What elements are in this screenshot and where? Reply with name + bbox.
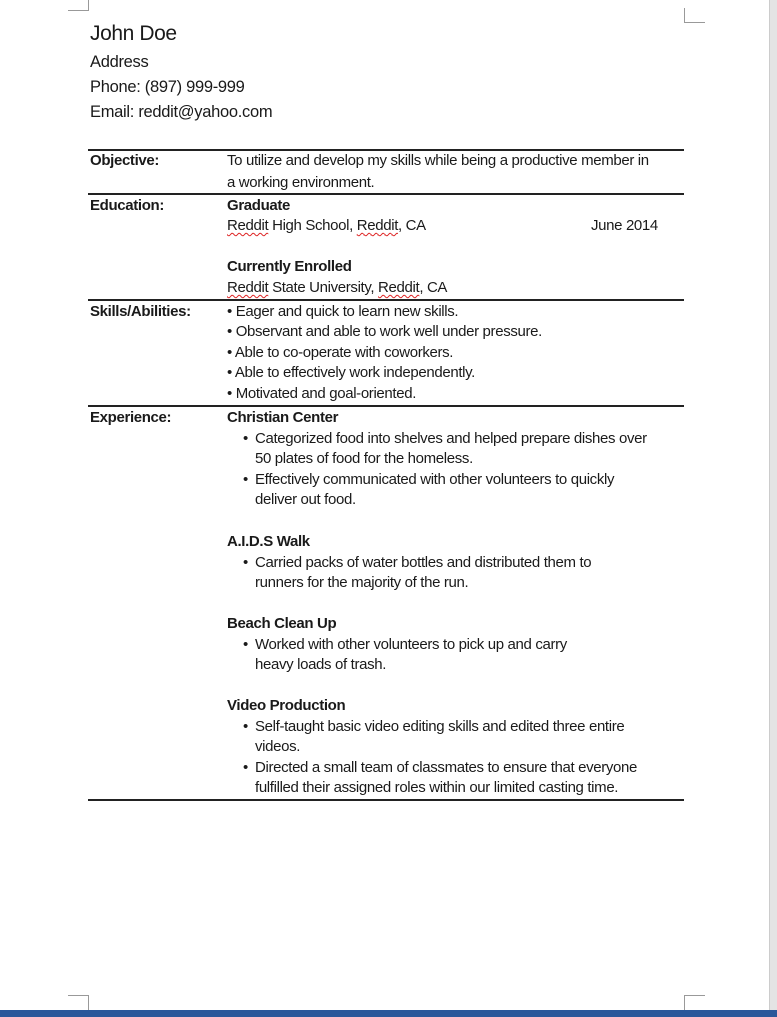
bullet-icon: • [243,553,248,571]
objective-line: a working environment. [227,174,375,191]
margin-corner-br [684,995,705,1010]
objective-label: Objective: [90,152,160,169]
experience-title: Christian Center [227,409,339,426]
address: Address [90,53,149,71]
objective-line: To utilize and develop my skills while being a productive member in [227,152,649,169]
misspelled-word[interactable]: Reddit [227,279,269,296]
experience-bullet-line: heavy loads of trash. [255,656,387,673]
experience-title: Video Production [227,697,346,714]
education-school [227,278,447,298]
resume-name: John Doe [90,22,177,45]
divider [88,299,684,301]
bullet-icon: • [243,470,248,488]
divider [88,405,684,407]
skill-item: • Observant and able to work well under pressure. [227,323,542,340]
margin-corner-tl [68,0,89,11]
bullet-icon: • [243,429,248,447]
experience-bullet-line: Directed a small team of classmates to ensure that everyone [255,758,638,776]
divider [88,799,684,801]
divider [88,193,684,195]
education-title: Graduate [227,197,291,214]
skills-label: Skills/Abilities: [90,303,191,320]
education-date: June 2014 [591,217,658,234]
skill-item: • Motivated and goal-oriented. [227,385,417,402]
bullet-icon: • [243,717,248,735]
experience-bullet-line: fulfilled their assigned roles within our limited casting time. [255,779,619,796]
school-text: State University, [268,279,379,296]
experience-bullet-line: Effectively communicated with other volunteers to quickly [255,470,615,488]
experience-bullet-line: runners for the majority of the run. [255,574,469,591]
margin-corner-bl [68,995,89,1010]
experience-bullet-line: Worked with other volunteers to pick up and carry [255,635,567,653]
margin-corner-tr [684,8,705,23]
bullet-icon: • [243,758,248,776]
school-text: High School, [268,217,357,234]
school-text: , CA [419,279,448,296]
skill-item: • Able to co-operate with coworkers. [227,344,454,361]
misspelled-word[interactable]: Reddit [356,217,399,234]
experience-bullet-line: deliver out food. [255,491,356,508]
education-title: Currently Enrolled [227,258,352,275]
skill-item: • Eager and quick to learn new skills. [227,303,459,320]
phone: Phone: (897) 999-999 [90,78,245,96]
experience-bullet-line: videos. [255,738,301,755]
email: Email: reddit@yahoo.com [90,103,273,121]
window-edge [769,0,777,1010]
skill-item: • Able to effectively work independently. [227,364,476,381]
experience-bullet-line: 50 plates of food for the homeless. [255,450,473,467]
experience-bullet-line: Self-taught basic video editing skills and edited three entire [255,717,625,735]
experience-title: Beach Clean Up [227,615,337,632]
misspelled-word[interactable]: Reddit [227,217,269,234]
education-label: Education: [90,197,164,214]
experience-bullet-line: Carried packs of water bottles and distributed them to [255,553,592,571]
status-bar [0,1010,777,1017]
misspelled-word[interactable]: Reddit [378,279,420,296]
experience-title: A.I.D.S Walk [227,533,310,550]
education-school [227,216,426,236]
experience-label: Experience: [90,409,172,426]
bullet-icon: • [243,635,248,653]
experience-bullet-line: Categorized food into shelves and helped prepare dishes over [255,429,647,447]
school-text: , CA [398,217,426,234]
